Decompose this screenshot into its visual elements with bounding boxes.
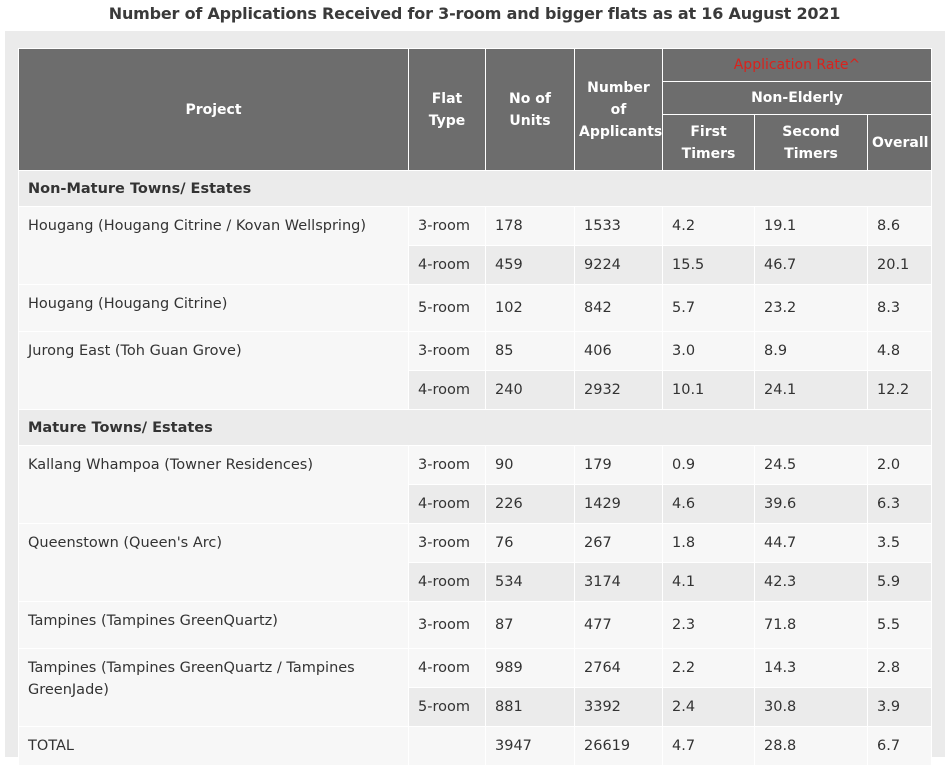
units-cell: 90 (486, 446, 575, 485)
header-overall: Overall (868, 115, 932, 171)
project-name: Tampines (Tampines GreenQuartz) (19, 602, 409, 649)
table-row (19, 446, 932, 485)
applicants-cell: 9224 (575, 246, 663, 285)
total-second-timers: 28.8 (755, 727, 868, 766)
units-cell: 76 (486, 524, 575, 563)
project-name: Queenstown (Queen's Arc) (19, 524, 409, 602)
flat-type-cell: 5-room (409, 688, 486, 727)
first-timers-cell: 15.5 (663, 246, 755, 285)
applicants-cell: 406 (575, 332, 663, 371)
section-label: Mature Towns/ Estates (19, 410, 932, 446)
flat-type-cell: 4-room (409, 563, 486, 602)
applicants-cell: 1429 (575, 485, 663, 524)
first-timers-cell: 10.1 (663, 371, 755, 410)
header-no-of-units: No of Units (486, 49, 575, 171)
second-timers-cell: 46.7 (755, 246, 868, 285)
applicants-cell: 2764 (575, 649, 663, 688)
page-title: Number of Applications Received for 3-room and bigger flats as at 16 August 2021 (108, 4, 841, 23)
total-applicants: 26619 (575, 727, 663, 766)
applicants-cell: 3392 (575, 688, 663, 727)
flat-type-cell: 4-room (409, 246, 486, 285)
units-cell: 102 (486, 285, 575, 332)
overall-cell: 12.2 (868, 371, 932, 410)
total-units: 3947 (486, 727, 575, 766)
flat-type-cell: 4-room (409, 485, 486, 524)
header-number-of-applicants: Number of Applicants (575, 49, 663, 171)
first-timers-cell: 4.1 (663, 563, 755, 602)
table-row (19, 602, 932, 649)
units-cell: 881 (486, 688, 575, 727)
header-project: Project (19, 49, 409, 171)
header-flat-type: Flat Type (409, 49, 486, 171)
second-timers-cell: 19.1 (755, 207, 868, 246)
units-cell: 240 (486, 371, 575, 410)
units-cell: 85 (486, 332, 575, 371)
header-application-rate: Application Rate^ (663, 49, 932, 82)
second-timers-cell: 14.3 (755, 649, 868, 688)
applicants-cell: 267 (575, 524, 663, 563)
flat-type-cell: 3-room (409, 332, 486, 371)
flat-type-cell: 4-room (409, 649, 486, 688)
second-timers-cell: 8.9 (755, 332, 868, 371)
table-row (19, 649, 932, 688)
table-panel (5, 31, 945, 757)
section-row (19, 410, 932, 446)
second-timers-cell: 39.6 (755, 485, 868, 524)
table-row (19, 207, 932, 246)
project-name: Jurong East (Toh Guan Grove) (19, 332, 409, 410)
applicants-cell: 477 (575, 602, 663, 649)
flat-type-cell: 3-room (409, 524, 486, 563)
second-timers-cell: 30.8 (755, 688, 868, 727)
overall-cell: 3.9 (868, 688, 932, 727)
second-timers-cell: 24.5 (755, 446, 868, 485)
units-cell: 459 (486, 246, 575, 285)
overall-cell: 2.8 (868, 649, 932, 688)
first-timers-cell: 1.8 (663, 524, 755, 563)
units-cell: 178 (486, 207, 575, 246)
total-row (19, 727, 932, 766)
flat-type-cell: 5-room (409, 285, 486, 332)
units-cell: 226 (486, 485, 575, 524)
applicants-cell: 179 (575, 446, 663, 485)
units-cell: 87 (486, 602, 575, 649)
overall-cell: 8.3 (868, 285, 932, 332)
table-row (19, 332, 932, 371)
second-timers-cell: 42.3 (755, 563, 868, 602)
first-timers-cell: 4.2 (663, 207, 755, 246)
first-timers-cell: 0.9 (663, 446, 755, 485)
table-header (19, 49, 932, 171)
first-timers-cell: 2.2 (663, 649, 755, 688)
overall-cell: 6.3 (868, 485, 932, 524)
section-label: Non-Mature Towns/ Estates (19, 171, 932, 207)
first-timers-cell: 3.0 (663, 332, 755, 371)
total-overall: 6.7 (868, 727, 932, 766)
overall-cell: 5.5 (868, 602, 932, 649)
first-timers-cell: 5.7 (663, 285, 755, 332)
header-first-timers: First Timers (663, 115, 755, 171)
section-row (19, 171, 932, 207)
table-body (19, 171, 932, 766)
second-timers-cell: 44.7 (755, 524, 868, 563)
table-row (19, 285, 932, 332)
table-row (19, 524, 932, 563)
overall-cell: 2.0 (868, 446, 932, 485)
flat-type-cell: 3-room (409, 602, 486, 649)
project-name: Kallang Whampoa (Towner Residences) (19, 446, 409, 524)
flat-type-cell: 4-room (409, 371, 486, 410)
second-timers-cell: 71.8 (755, 602, 868, 649)
overall-cell: 20.1 (868, 246, 932, 285)
overall-cell: 3.5 (868, 524, 932, 563)
applicants-cell: 2932 (575, 371, 663, 410)
overall-cell: 8.6 (868, 207, 932, 246)
project-name: Hougang (Hougang Citrine / Kovan Wellspring) (19, 207, 409, 285)
total-label: TOTAL (19, 727, 409, 766)
units-cell: 534 (486, 563, 575, 602)
applications-table (18, 48, 932, 766)
flat-type-cell: 3-room (409, 446, 486, 485)
total-first-timers: 4.7 (663, 727, 755, 766)
total-flat-type (409, 727, 486, 766)
first-timers-cell: 2.4 (663, 688, 755, 727)
first-timers-cell: 2.3 (663, 602, 755, 649)
applicants-cell: 842 (575, 285, 663, 332)
overall-cell: 5.9 (868, 563, 932, 602)
first-timers-cell: 4.6 (663, 485, 755, 524)
second-timers-cell: 24.1 (755, 371, 868, 410)
applicants-cell: 1533 (575, 207, 663, 246)
applicants-cell: 3174 (575, 563, 663, 602)
overall-cell: 4.8 (868, 332, 932, 371)
units-cell: 989 (486, 649, 575, 688)
project-name: Hougang (Hougang Citrine) (19, 285, 409, 332)
project-name: Tampines (Tampines GreenQuartz / Tampines GreenJade) (19, 649, 409, 727)
header-second-timers: Second Timers (755, 115, 868, 171)
header-non-elderly: Non-Elderly (663, 82, 932, 115)
second-timers-cell: 23.2 (755, 285, 868, 332)
flat-type-cell: 3-room (409, 207, 486, 246)
